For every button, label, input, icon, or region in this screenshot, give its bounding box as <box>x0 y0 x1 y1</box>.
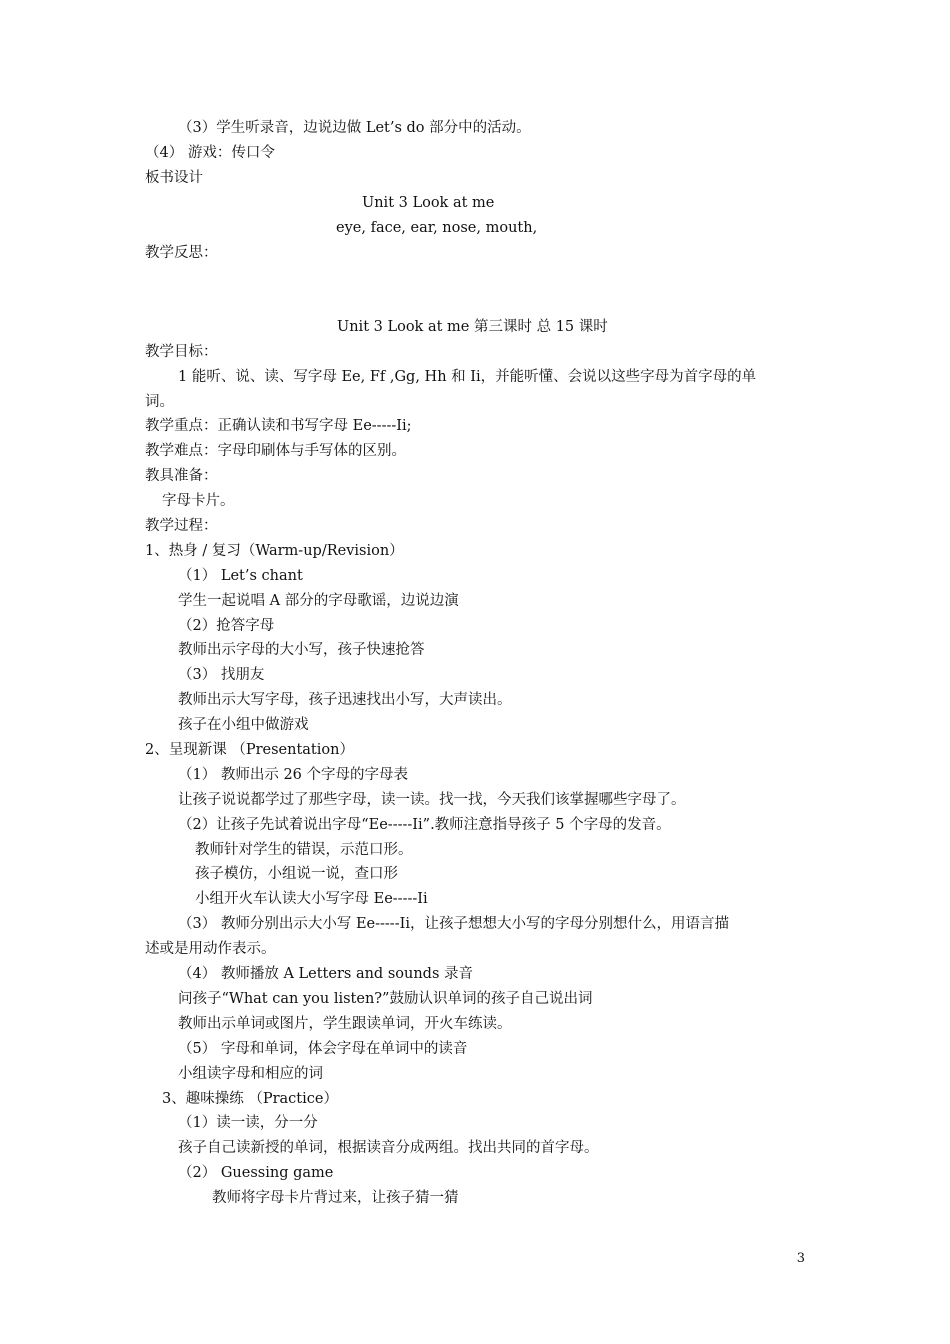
section-heading: 教学目标： <box>145 344 218 360</box>
text-line: 教师将字母卡片背过来，让孩子猜一猜 <box>212 1190 459 1206</box>
text-line: 教师出示单词或图片，学生跟读单词，开火车练读。 <box>178 1016 512 1032</box>
section-heading: 板书设计 <box>145 170 203 186</box>
text-line: （4） 游戏：传口令 <box>145 145 275 161</box>
text-line: 小组开火车认读大小写字母 Ee-----Ii <box>195 891 428 907</box>
section-heading: 教学过程： <box>145 518 218 534</box>
text-line: 1、热身 / 复习（Warm-up/Revision） <box>145 543 404 559</box>
text-line: （3） 找朋友 <box>178 667 265 683</box>
section-heading: 教具准备： <box>145 468 218 484</box>
text-line: 孩子模仿，小组说一说，查口形 <box>195 866 398 882</box>
text-line: 学生一起说唱 A 部分的字母歌谣，边说边演 <box>178 593 459 609</box>
section-heading: 教学反思： <box>145 245 218 261</box>
text-line: 词。 <box>145 394 174 410</box>
text-line: 教学重点：正确认读和书写字母 Ee-----Ii; <box>145 418 412 434</box>
text-line: 小组读字母和相应的词 <box>178 1066 323 1082</box>
text-line: （2）让孩子先试着说出字母“Ee-----Ii”.教师注意指导孩子 5 个字母的发音。 <box>178 817 671 833</box>
text-line: （1） Let’s chant <box>178 568 303 584</box>
text-line: 3、趣味操练 （Practice） <box>162 1091 338 1107</box>
text-line: 教师出示大写字母，孩子迅速找出小写，大声读出。 <box>178 692 512 708</box>
text-line: （1） 教师出示 26 个字母的字母表 <box>178 767 409 783</box>
text-line: （3）学生听录音，边说边做 Let’s do 部分中的活动。 <box>178 120 531 136</box>
text-line: （4） 教师播放 A Letters and sounds 录音 <box>178 966 474 982</box>
text-line: 孩子自己读新授的单词，根据读音分成两组。找出共同的首字母。 <box>178 1140 599 1156</box>
text-line: 1 能听、说、读、写字母 Ee, Ff ,Gg, Hh 和 Ii，并能听懂、会说以这些字母为首字母的单 <box>178 369 757 385</box>
text-line: （2） Guessing game <box>178 1165 334 1181</box>
board-words: eye, face, ear, nose, mouth, <box>336 220 538 236</box>
page-number: 3 <box>796 1251 805 1266</box>
text-line: 孩子在小组中做游戏 <box>178 717 309 733</box>
board-title: Unit 3 Look at me <box>362 195 495 211</box>
text-line: 述或是用动作表示。 <box>145 941 276 957</box>
lesson-title: Unit 3 Look at me 第三课时 总 15 课时 <box>337 319 608 335</box>
text-line: 问孩子“What can you listen?”鼓励认识单词的孩子自己说出词 <box>178 991 593 1007</box>
text-line: 让孩子说说都学过了那些字母，读一读。找一找，今天我们该掌握哪些字母了。 <box>178 792 686 808</box>
text-line: 教师针对学生的错误，示范口形。 <box>195 842 413 858</box>
text-line: 教师出示字母的大小写，孩子快速抢答 <box>178 642 425 658</box>
text-line: （1）读一读，分一分 <box>178 1115 318 1131</box>
text-line: 字母卡片。 <box>162 493 235 509</box>
text-line: 教学难点：字母印刷体与手写体的区别。 <box>145 443 406 459</box>
text-line: 2、呈现新课 （Presentation） <box>145 742 354 758</box>
text-line: （3） 教师分别出示大小写 Ee-----Ii，让孩子想想大小写的字母分别想什么，用语言描 <box>178 916 729 932</box>
text-line: （2）抢答字母 <box>178 618 275 634</box>
text-line: （5） 字母和单词，体会字母在单词中的读音 <box>178 1041 468 1057</box>
